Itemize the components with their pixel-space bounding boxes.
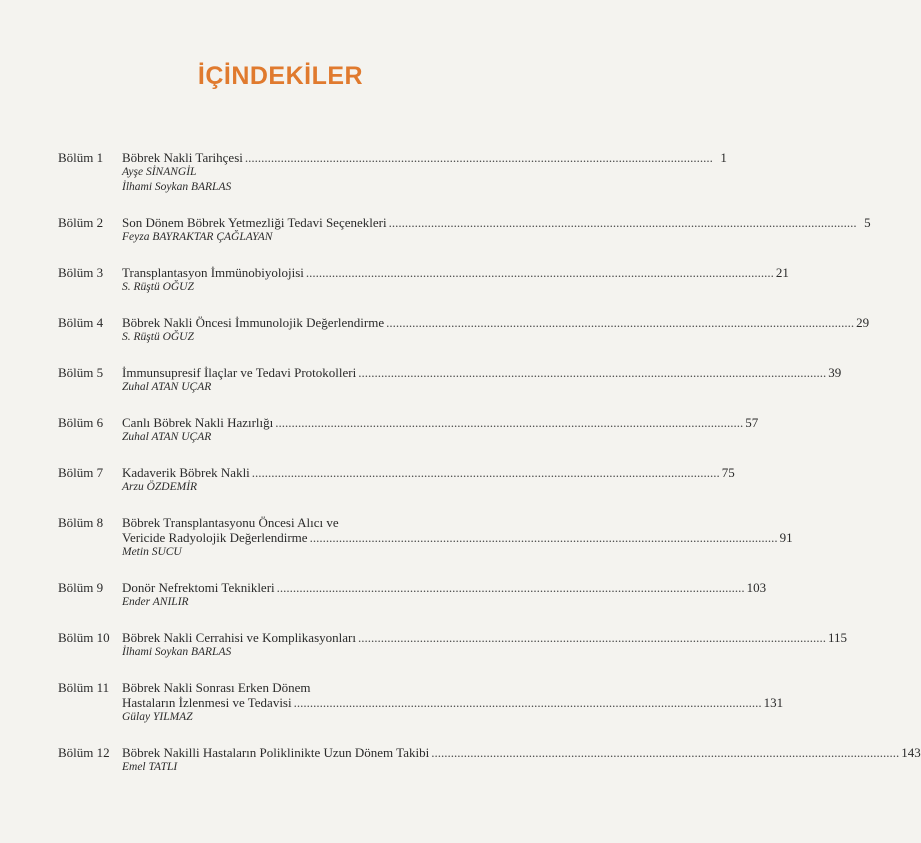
dot-leader bbox=[294, 695, 762, 710]
toc-entry bbox=[58, 215, 871, 245]
chapter-title: Canlı Böbrek Nakli Hazırlığı bbox=[122, 415, 274, 430]
author-name: İlhami Soykan BARLAS bbox=[122, 646, 232, 658]
entry-body bbox=[122, 745, 921, 775]
dot-leader bbox=[252, 465, 720, 480]
chapter-label: Bölüm 7 bbox=[58, 465, 104, 480]
title-line bbox=[122, 465, 735, 480]
dot-leader bbox=[306, 265, 774, 280]
chapter-title: Böbrek Nakli Öncesi İmmunolojik Değerlendirme bbox=[122, 315, 385, 330]
author-name: İlhami Soykan BARLAS bbox=[122, 181, 232, 193]
title-line bbox=[122, 515, 793, 530]
title-line bbox=[122, 415, 758, 430]
toc-entry bbox=[58, 150, 727, 195]
dot-leader bbox=[386, 315, 854, 330]
chapter-title: Böbrek Transplantasyonu Öncesi Alıcı ve bbox=[122, 515, 339, 530]
title-line bbox=[122, 695, 783, 710]
title-line bbox=[122, 630, 847, 645]
page-number: 39 bbox=[828, 365, 842, 380]
chapter-label: Bölüm 5 bbox=[58, 365, 104, 380]
title-line bbox=[122, 680, 783, 695]
chapter-title: Donör Nefrektomi Teknikleri bbox=[122, 580, 275, 595]
author-name: Arzu ÖZDEMİR bbox=[122, 481, 198, 493]
dot-leader bbox=[245, 150, 713, 165]
chapter-label: Bölüm 8 bbox=[58, 515, 104, 530]
title-line bbox=[122, 215, 871, 230]
chapter-label: Bölüm 1 bbox=[58, 150, 104, 165]
chapter-title: Böbrek Nakli Sonrası Erken Dönem bbox=[122, 680, 311, 695]
entry-body bbox=[122, 580, 766, 610]
chapter-title: Transplantasyon İmmünobiyolojisi bbox=[122, 265, 304, 280]
dot-leader bbox=[277, 580, 745, 595]
title-line bbox=[122, 365, 841, 380]
title-line bbox=[122, 150, 727, 165]
title-line bbox=[122, 580, 766, 595]
dot-leader bbox=[389, 215, 857, 230]
toc-entry bbox=[58, 365, 842, 395]
page-title: İÇİNDEKİLER bbox=[197, 62, 364, 90]
entry-body bbox=[122, 465, 735, 495]
dot-leader bbox=[275, 415, 743, 430]
title-line bbox=[122, 265, 789, 280]
title-line bbox=[122, 315, 869, 330]
author-name: S. Rüştü OĞUZ bbox=[122, 331, 194, 343]
table-of-contents bbox=[0, 150, 921, 795]
page-number: 103 bbox=[746, 580, 767, 595]
chapter-label: Bölüm 2 bbox=[58, 215, 104, 230]
toc-entry bbox=[58, 315, 870, 345]
entry-body bbox=[122, 515, 793, 560]
dot-leader bbox=[358, 630, 826, 645]
title-line bbox=[122, 530, 793, 545]
entry-body bbox=[122, 215, 871, 245]
dot-leader bbox=[310, 530, 778, 545]
author-name: Gülay YILMAZ bbox=[122, 711, 193, 723]
entry-body bbox=[122, 315, 869, 345]
author-name: Emel TATLI bbox=[122, 761, 178, 773]
toc-entry bbox=[58, 745, 921, 775]
entry-body bbox=[122, 630, 847, 660]
entry-body bbox=[122, 265, 789, 295]
toc-entry bbox=[58, 680, 784, 725]
page-number: 21 bbox=[775, 265, 789, 280]
chapter-label: Bölüm 11 bbox=[58, 680, 110, 695]
page-number: 91 bbox=[779, 530, 793, 545]
chapter-title: Vericide Radyolojik Değerlendirme bbox=[122, 530, 308, 545]
entry-body bbox=[122, 365, 841, 395]
page-number: 115 bbox=[827, 630, 847, 645]
page-number: 5 bbox=[864, 215, 871, 230]
chapter-title: Böbrek Nakilli Hastaların Poliklinikte Uzun Dönem Takibi bbox=[122, 745, 430, 760]
toc-entry bbox=[58, 580, 767, 610]
entry-body bbox=[122, 150, 727, 195]
chapter-title: Böbrek Nakli Tarihçesi bbox=[122, 150, 243, 165]
chapter-title: Böbrek Nakli Cerrahisi ve Komplikasyonları bbox=[122, 630, 356, 645]
author-name: S. Rüştü OĞUZ bbox=[122, 281, 194, 293]
page-number: 57 bbox=[745, 415, 759, 430]
chapter-label: Bölüm 4 bbox=[58, 315, 104, 330]
toc-entry bbox=[58, 265, 789, 295]
dot-leader bbox=[358, 365, 826, 380]
chapter-label: Bölüm 3 bbox=[58, 265, 104, 280]
chapter-label: Bölüm 10 bbox=[58, 630, 110, 645]
author-name: Ayşe SİNANGİL bbox=[122, 166, 197, 178]
chapter-title: İmmunsupresif İlaçlar ve Tedavi Protokolleri bbox=[122, 365, 357, 380]
author-name: Ender ANILIR bbox=[122, 596, 189, 608]
toc-entry bbox=[58, 515, 793, 560]
chapter-title: Kadaverik Böbrek Nakli bbox=[122, 465, 250, 480]
dot-leader bbox=[431, 745, 899, 760]
chapter-label: Bölüm 6 bbox=[58, 415, 104, 430]
page-number: 75 bbox=[721, 465, 735, 480]
toc-entry bbox=[58, 630, 847, 660]
entry-body bbox=[122, 680, 783, 725]
chapter-title: Hastaların İzlenmesi ve Tedavisi bbox=[122, 695, 292, 710]
chapter-label: Bölüm 12 bbox=[58, 745, 110, 760]
author-name: Zuhal ATAN UÇAR bbox=[122, 431, 212, 443]
page-number: 1 bbox=[720, 150, 727, 165]
toc-entry bbox=[58, 415, 759, 445]
title-line bbox=[122, 745, 921, 760]
entry-body bbox=[122, 415, 758, 445]
page-number: 143 bbox=[901, 745, 921, 760]
page-number: 131 bbox=[763, 695, 784, 710]
page-number: 29 bbox=[856, 315, 870, 330]
author-name: Metin SUCU bbox=[122, 546, 182, 558]
chapter-label: Bölüm 9 bbox=[58, 580, 104, 595]
toc-entry bbox=[58, 465, 735, 495]
author-name: Feyza BAYRAKTAR ÇAĞLAYAN bbox=[122, 231, 273, 243]
author-name: Zuhal ATAN UÇAR bbox=[122, 381, 212, 393]
chapter-title: Son Dönem Böbrek Yetmezliği Tedavi Seçenekleri bbox=[122, 215, 387, 230]
